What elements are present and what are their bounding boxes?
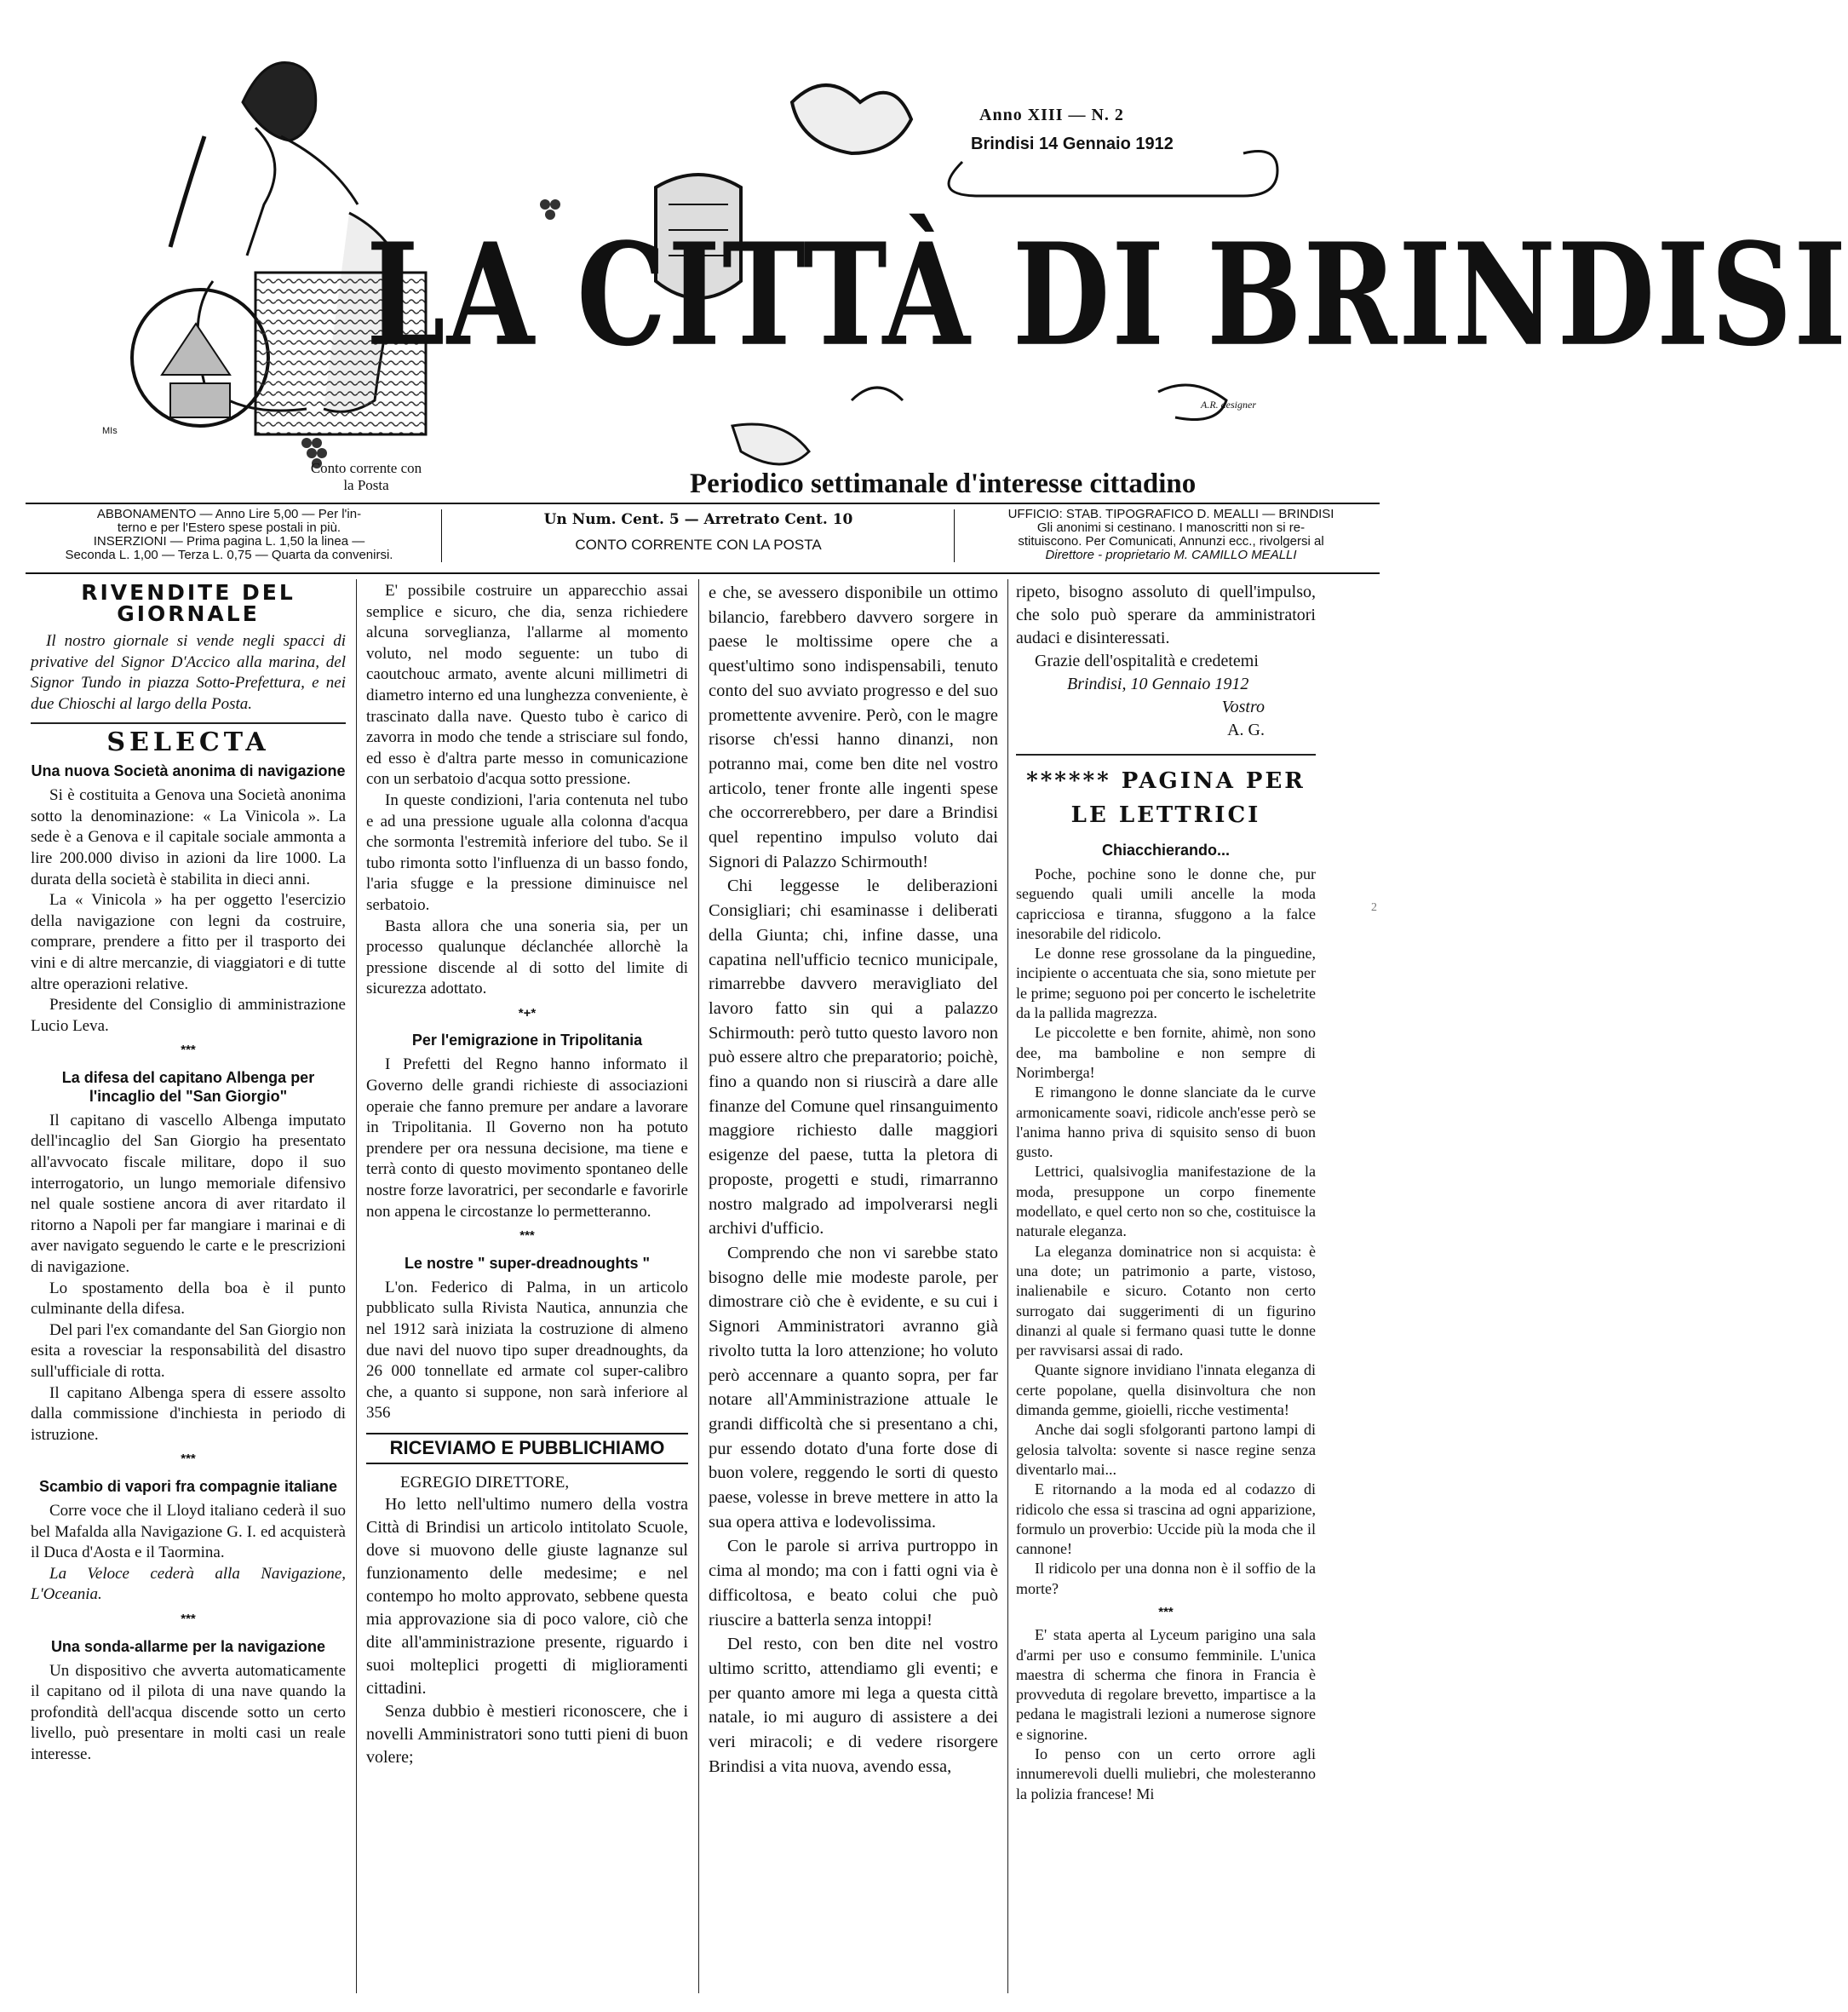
info-line: Direttore - proprietario M. CAMILLO MEALLI [1045,548,1297,562]
info-line: terno e per l'Estero spese postali in più. [117,520,341,535]
article-title: Per l'emigrazione in Tripolitania [411,1032,643,1049]
paragraph: ripeto, bisogno assoluto di quell'impulso, che solo può sperare da amministratori audaci e disinteressati. [1016,583,1316,647]
column-2 [366,581,688,1769]
masthead [0,0,1848,503]
separator-stars: *+* [518,1005,537,1020]
article-title: La difesa del capitano Albenga per l'incaglio del "San Giorgio" [61,1068,315,1105]
selecta-heading: SELECTA [106,727,270,757]
paragraph: Comprendo che non vi sarebbe stato bisogno delle mie modeste parole, per dimostrare ciò che è evidente, e su cui i Signori Amministratori avranno già rivolto tutta la loro attenzione; ho voluto però accennare a quanto sopra, per far notare all'Amministrazione attuale le grandi difficoltà che si presentano a chi, pur essendo dotato d'una forte dose di buon volere, reggendo le sorti di questo paese, volesse in breve mettere in atto la sua opera attiva e lodevolissima. [709,1243,998,1532]
info-line: UFFICIO: STAB. TIPOGRAFICO D. MEALLI — BRINDISI [1007,507,1334,521]
artist-signature: A.R. designer [1201,399,1256,411]
separator-stars: *** [1158,1604,1174,1619]
paragraph: Le donne rese grossolane da la pinguedine, incipiente o accentuata che sia, sono mietute per le prime; seguono poi per concerto le ischeletrite da la pallida magrezza. [1016,945,1316,1022]
paragraph: La eleganza dominatrice non si acquista: è una dote; un patrimonio a parte, vistoso, inalienabile e sicuro. Cotanto non certo surrogato dai suggerimenti di un figurino dinanzi al quale si fermano quasi tutte le donne per ravvisarsi assai di rado. [1016,1242,1316,1360]
paragraph: Il ridicolo per una donna non è il soffio de la morte? [1016,1560,1316,1597]
paragraph: Lo spostamento della boa è il punto culminante della difesa. [31,1279,346,1319]
paragraph: E ritornando a la moda ed al codazzo di ridicolo che essa si trascina ad ogni apparizione, formulo un proverbio: Uccide più la moda che il cannone! [1016,1480,1316,1558]
signature-initials: A. G. [1227,721,1265,739]
paragraph: Anche dai sogli sfolgoranti partono lampi di gelosia talvolta: sovente si nasce regine senza diventarlo mai... [1016,1421,1316,1478]
paragraph: I Prefetti del Regno hanno informato il Governo delle grandi richieste di associazioni operaie che fanno premure per andare a lavorare in Tripolitania. Il Governo non ha potuto prendere per ora nessuna decisione, ma tiene e terrà conto di questo movimento spontaneo delle nostre forze lavoratrici, per secondarle e favorirle non appena le circostanze lo permetteranno. [366,1055,688,1221]
salutation: EGREGIO DIRETTORE, [400,1473,570,1492]
paragraph: Le piccolette e ben fornite, ahimè, non sono dee, ma bamboline e non sempre di Norimberga! [1016,1024,1316,1081]
signature-vostro: Vostro [1221,698,1265,716]
margin-note: 2 [1371,901,1377,914]
paragraph: Chi leggesse le deliberazioni Consigliari; chi esaminasse i deliberati della Giunta; chi, infine dasse, una capatina nell'ufficio tecnico municipale, rimarrebbe davvero meravigliato del lavoro fatto sin qui a palazzo Schirmouth: però tutto questo lavoro non può essere altro che preparatorio; poichè, fino a quando non si riuscirà a dare alle finanze del Comune quel rinsanguimento maggiore richiesto dalle maggiori esigenze del paese, tutta la pletora di proposte, progetti e studi, rimarranno nostro malgrado ad impolverarsi negli archivi d'ufficio. [709,877,998,1239]
info-line: stituiscono. Per Comunicati, Annunzi ecc., rivolgersi al [1018,534,1324,549]
separator-stars: *** [181,1043,196,1058]
conto-line: CONTO CORRENTE CON LA POSTA [575,537,822,553]
column-rule [698,579,699,1993]
newspaper-subtitle: Periodico settimanale d'interesse cittadino [690,469,1197,499]
column-rule [1007,579,1008,1993]
paragraph: Io penso con un certo orrore agli innumerevoli duelli muliebri, che molesteranno la polizia francese! Mi [1016,1745,1316,1802]
paragraph: Ho letto nell'ultimo numero della vostra Città di Brindisi un articolo intitolato Scuole, dove si muovono delle giuste lagnanze sul funzionamento delle medesime; e nel contempo ho molto approvato, sebbene questa mia approvazione sia di poco valore, ciò che dite all'amministrazione presente, riguardo i suoi molteplici progetti di miglioramenti cittadini. [366,1495,688,1699]
paragraph: Il capitano di vascello Albenga imputato dell'incaglio del San Giorgio ha presentato all'avvocato fiscale militare, dopo il suo interrogatorio, un lungo memoriale difensivo nel quale sostiene ancora di aver ritardato il ritorno a Napoli per far mangiare i marinai e di aver navigato seguendo le carte e le prescrizioni di navigazione. [31,1111,346,1277]
paragraph: Un dispositivo che avverta automaticamente il capitano od il pilota di una nave quando la profondità dell'acqua discende sotto un certo livello, può presentare in molti casi un reale interesse. [31,1661,346,1763]
illustrator-mark: MIs [102,426,118,436]
price-line: Un Num. Cent. 5 — Arretrato Cent. 10 [543,511,853,528]
paragraph: E' possibile costruire un apparecchio assai semplice e sicuro, che dia, senza richiedere alcuna sorveglianza, l'allarme al momento voluto, nel modo seguente: un tubo di caoutchouc armato, avente alcuni millimetri di diametro interno ed una lunghezza conveniente, è trascinato dalla nave. Questo tubo è carico di zavorra in modo che tende a strisciare sul fondo, ed esso è d'altra parte messo in comunicazione con un serbatoio d'acqua sotto pressione. [366,582,688,789]
rivendite-block [31,631,346,715]
newspaper-title: LA CITTÀ DI BRINDISI [366,213,1848,378]
column-3 [709,581,998,1779]
paragraph: Poche, pochine sono le donne che, pur seguendo quali umili ancelle la moda capricciosa e tiranna, sfuggono a la falce inesorabile del ridicolo. [1016,865,1316,942]
price-info [451,508,945,552]
paragraph: Del resto, con ben dite nel vostro ultimo scritto, attendiamo gli eventi; e per quanto amore mi lega a questa città natale, io mi auguro di assistere a dei veri miracoli; e di vedere risorgere Brindisi a vita nuova, avendo essa, [709,1635,998,1776]
separator-stars: *** [181,1611,196,1626]
paragraph: Quante signore invidiano l'innata eleganza di certe popolane, quella disinvoltura che non dimanda gemme, gioielli, ricche vestimenta! [1016,1361,1316,1419]
paragraph: La Veloce cederà alla Navigazione, L'Oceania. [31,1564,346,1604]
separator-stars: *** [181,1452,196,1467]
paragraph: Basta allora che una soneria sia, per un processo qualunque déclanchée allorchè la pressione discende al di sotto del limite di sicurezza adottato. [366,917,688,998]
issue-date: Brindisi 14 Gennaio 1912 [971,135,1174,153]
pagina-lettrici-heading: ****** PAGINA PER LE LETTRICI [1026,768,1306,828]
article-title: Chiacchierando... [1101,842,1231,859]
info-line: Gli anonimi si cestinano. I manoscritti non si re- [1036,520,1306,535]
info-line: INSERZIONI — Prima pagina L. 1,50 la linea — [93,534,365,549]
info-line: Seconda L. 1,00 — Terza L. 0,75 — Quarta da convenirsi. [65,548,393,562]
paragraph: Senza dubbio è mestieri riconoscere, che i novelli Amministratori sono tutti pieni di buon volere; [366,1702,688,1768]
separator-stars: *** [519,1228,535,1244]
subscription-info [29,508,429,562]
riceviamo-heading: RICEVIAMO E PUBBLICHIAMO [366,1433,688,1464]
paragraph: E rimangono le donne slanciate da le curve armonicamente soavi, ridicole anch'esse però se l'anima hanno priva di squisito senso di buon gusto. [1016,1084,1316,1161]
paragraph: E' stata aperta al Lyceum parigino una sala d'armi per uso e consumo femminile. L'unica maestra di scherma che finora in Francia è provveduta di regolare brevetto, impartisce a la pedana le magistrali lezioni a numerose signore e signorine. [1016,1626,1316,1743]
divider [1016,754,1316,756]
paragraph: In queste condizioni, l'aria contenuta nel tubo e ad una pressione uguale alla colonna d'acqua che sormonta l'estremità inferiore del tubo. Se il tubo rimonta sotto l'influenza di un basso fondo, l'aria sfugge e la pressione diminuisce nel serbatoio. [366,790,688,914]
paragraph: Si è costituita a Genova una Società anonima sotto la denominazione: « La Vinicola ». La sede è a Genova e il capitale sociale ammonta a lire 200.000 diviso in azioni da lire 1000. La durata della società è stabilita in dieci anni. [31,786,346,888]
paragraph: Corre voce che il Lloyd italiano cederà il suo bel Mafalda alla Navigazione G. I. ed acquisterà il Duca d'Aosta e il Taormina. [31,1501,346,1562]
article-title: Le nostre " super-dreadnoughts " [404,1254,651,1272]
issue-number: Anno XIII — N. 2 [979,106,1124,124]
info-line: ABBONAMENTO — Anno Lire 5,00 — Per l'in- [96,507,362,521]
article-title: Una sonda-allarme per la navigazione [50,1637,326,1655]
paragraph: La « Vinicola » ha per oggetto l'esercizio della navigazione con legni da costruire, comprare, prendere a fitto per il trasporto dei vini e di altre mercanzie, di viaggiatori e di tutte altre operazioni relative. [31,891,346,993]
article-title: Scambio di vapori fra compagnie italiane [38,1477,338,1495]
paragraph: Del pari l'ex comandante del San Giorgio non esita a rovesciar la responsabilità del disastro sull'ufficiale di rotta. [31,1320,346,1381]
divider [441,509,442,562]
divider [954,509,955,562]
divider [31,722,346,724]
rivendite-heading: RIVENDITE DEL GIORNALE [81,580,296,626]
column-rule [356,579,357,1993]
column-4 [1016,581,1316,1804]
paragraph: L'on. Federico di Palma, in un articolo pubblicato sulla Rivista Nautica, annunzia che nel 1912 sarà iniziata la costruzione di almeno due navi del nuovo tipo super dreadnoughts, da 26 000 tonnellate ed armate col super-calibro che, a quanto si suppone, non sarà inferiore al 356 [366,1278,688,1423]
paragraph: Il capitano Albenga spera di essere assolto dalla commissione d'inchiesta in periodo di istruzione. [31,1383,346,1444]
info-bar [26,503,1380,574]
paragraph: Lettrici, qualsivoglia manifestazione de la moda, presuppone un corpo finemente modellato, e quel certo non so che, costituisce la naturale eleganza. [1016,1163,1316,1240]
article-title: Una nuova Società anonima di navigazione [31,762,346,780]
paragraph: Grazie dell'ospitalità e credetemi [1035,652,1259,670]
column-1 [31,581,346,1766]
paragraph: Con le parole si arriva purtroppo in cima al mondo; ma con i fatti ogni via è difficoltosa, e beato colui che può riuscire a batterla senza intoppi! [709,1537,998,1630]
conto-corrente-note: Conto corrente con la Posta [310,460,422,493]
place-date: Brindisi, 10 Gennaio 1912 [1067,675,1249,693]
rivendite-text: Il nostro giornale si vende negli spacci di privative del Signor D'Accico alla marina, del Signor Tundo in piazza Sotto-Prefettura, e nei due Chioschi al largo della Posta. [31,632,346,713]
office-info [962,508,1380,562]
paragraph: Presidente del Consiglio di amministrazione Lucio Leva. [31,996,346,1035]
paragraph: e che, se avessero disponibile un ottimo bilancio, farebbero davvero sorgere in paese le moltissime opere che a quest'ultimo sono indispensabili, tenuto conto del suo avviato progresso e del suo promettente avvenire. Però, con le magre risorse ch'essi hanno dinanzi, non potranno mai, come ben dite nel vostro articolo, tener fronte alle ingenti spese che occorrerebbero, per dare a Brindisi quel repentino impulso voluto dai Signori di Palazzo Schirmouth! [709,583,998,871]
